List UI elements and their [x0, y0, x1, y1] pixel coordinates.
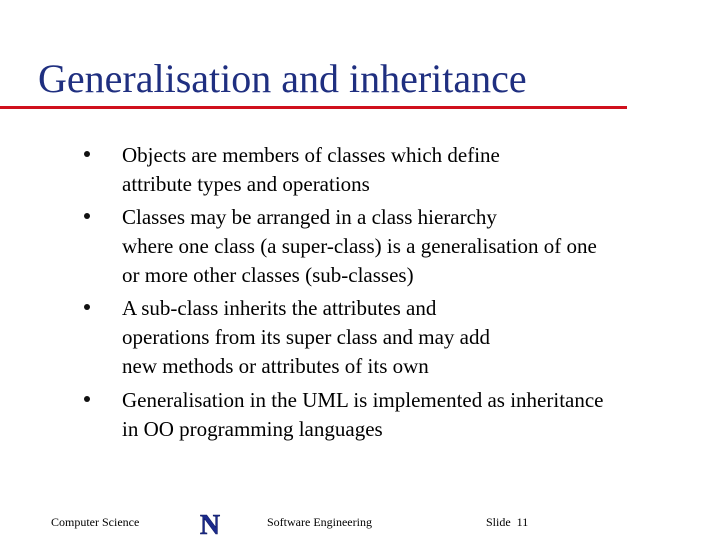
footer-slide-number: Slide 11 [486, 515, 529, 529]
bullet-line: attribute types and operations [122, 172, 370, 196]
footer-course: Software Engineering [267, 515, 372, 529]
bullet-line: in OO programming languages [122, 417, 383, 441]
bullet-line: new methods or attributes of its own [122, 354, 429, 378]
bullet-dot-icon [84, 213, 90, 219]
slide-title: Generalisation and inheritance [38, 56, 527, 101]
bullet-text [122, 386, 604, 444]
university-logo-icon [192, 511, 228, 537]
bullet-line: or more other classes (sub-classes) [122, 263, 414, 287]
bullet-dot-icon [84, 151, 90, 157]
bullet-line: where one class (a super-class) is a generalisation of one [122, 234, 597, 258]
bullet-line: operations from its super class and may add [122, 325, 490, 349]
logo-letter: N [199, 511, 221, 537]
bullet-dot-icon [84, 304, 90, 310]
bullet-dot-icon [84, 396, 90, 402]
footer-department: Computer Science [51, 515, 140, 529]
bullet-text [122, 141, 500, 199]
bullet-text [122, 294, 490, 381]
bullet-line: Objects are members of classes which define [122, 143, 500, 167]
bullet-line: Classes may be arranged in a class hierarchy [122, 205, 497, 229]
bullet-line: A sub-class inherits the attributes and [122, 296, 437, 320]
bullet-line: Generalisation in the UML is implemented as inheritance [122, 388, 604, 412]
bullet-text [122, 203, 597, 290]
